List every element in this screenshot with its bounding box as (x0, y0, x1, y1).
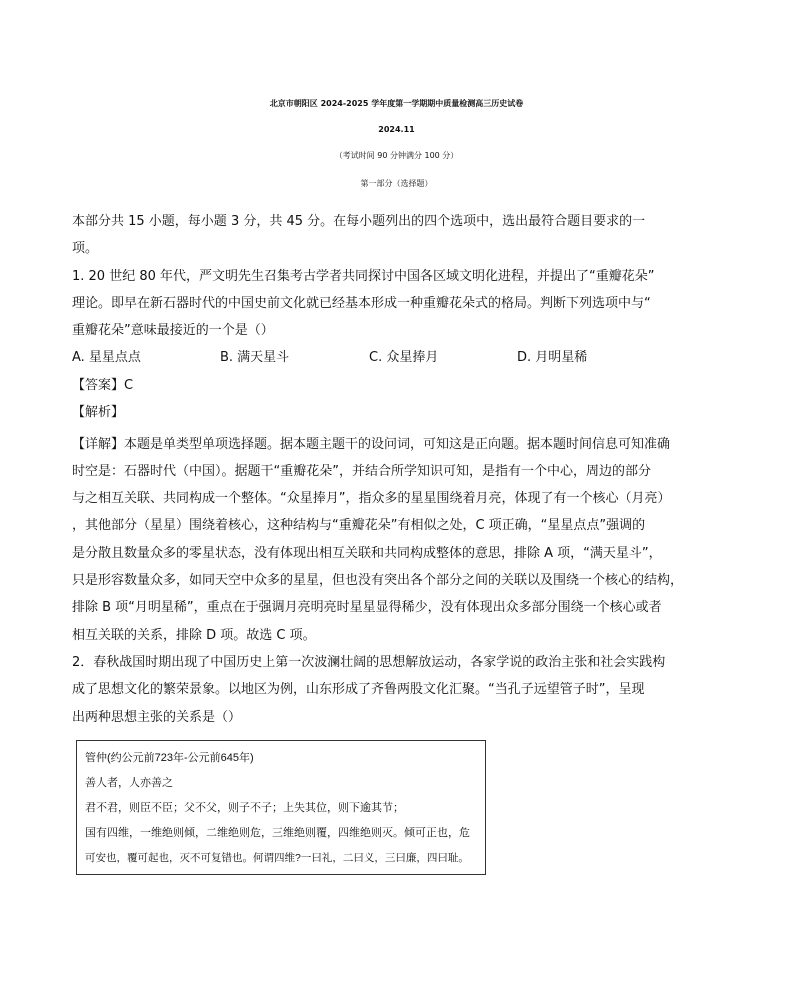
q1-detail-line: 是分散且数量众多的零星状态，没有体现出相互关联和共同构成整体的意思，排除 A 项，“满天星斗”， (72, 546, 662, 561)
q1-detail-line: 与之相互关联、共同构成一个整体。“众星捧月”，指众多的星星围绕着月亮，体现了有一个核心（月亮） (72, 491, 671, 506)
q1-stem-line: 1. 20 世纪 80 年代，严文明先生召集考古学者共同探讨中国各区域文明化进程，并提出了“重瓣花朵” (72, 269, 655, 284)
q1-detail-line: 排除 B 项“月明星稀”，重点在于强调月亮明亮时星星显得稀少，没有体现出众多部分围绕一个核心或者 (72, 600, 662, 615)
q1-detail-line: 相互关联的关系，排除 D 项。故选 C 项。 (72, 628, 316, 643)
q1-option-d: D. 月明星稀 (517, 350, 588, 365)
q1-answer: 【答案】C (72, 378, 134, 393)
exam-time-note: （考试时间 90 分钟满分 100 分） (334, 151, 459, 160)
q2-box-line: 善人者，人亦善之 (85, 777, 173, 789)
q1-detail-line: 只是形容数量众多，如同天空中众多的星星，但也没有突出各个部分之间的关联以及围绕一个核心的结构， (72, 573, 684, 588)
q1-options (72, 349, 772, 367)
q1-stem-line: 重瓣花朵”意味最接近的一个是（） (72, 323, 274, 338)
intro-line: 项。 (72, 241, 99, 256)
q1-option-c: C. 众星捧月 (369, 350, 439, 365)
q2-stem-line: 出两种思想主张的关系是（） (72, 710, 242, 725)
q1-option-b: B. 满天星斗 (220, 350, 290, 365)
q2-stem-line: 2．春秋战国时期出现了中国历史上第一次波澜壮阔的思想解放运动，各家学说的政治主张和社会实践构 (72, 655, 666, 670)
q2-box-line: 管仲(约公元前723年-公元前645年) (85, 752, 254, 764)
q2-box-line: 可安也，覆可起也，灭不可复错也。何谓四维?一曰礼，二曰义，三曰廉，四曰耻。 (85, 852, 469, 864)
q2-stem-line: 成了思想文化的繁荣景象。以地区为例，山东形成了齐鲁两股文化汇聚。“当孔子远望管子时”，呈现 (72, 682, 645, 697)
q1-stem-line: 理论。即早在新石器时代的中国史前文化就已经基本形成一种重瓣花朵式的格局。判断下列选项中与“ (72, 296, 651, 311)
exam-date: 2024.11 (378, 125, 415, 134)
q1-detail-line: 【详解】本题是单类型单项选择题。据本题主题干的设问词，可知这是正向题。据本题时间信息可知准确 (72, 437, 671, 452)
q1-option-a: A. 星星点点 (72, 350, 141, 365)
q2-source-box (76, 740, 486, 875)
q1-detail-line: 时空是：石器时代（中国）。据题干“重瓣花朵”，并结合所学知识可知，是指有一个中心，周边的部分 (72, 464, 651, 479)
q1-detail-line: ，其他部分（星星）围绕着核心，这种结构与“重瓣花朵”有相似之处，C 项正确，“星星点点”强调的 (72, 518, 646, 533)
intro-line: 本部分共 15 小题，每小题 3 分，共 45 分。在每小题列出的四个选项中，选出最符合题目要求的一 (72, 214, 646, 229)
exam-title: 北京市朝阳区 2024-2025 学年度第一学期期中质量检测高三历史试卷 (269, 99, 524, 108)
q1-analysis-label: 【解析】 (72, 405, 125, 420)
q2-box-line: 君不君，则臣不臣；父不父，则子不子；上失其位，则下逾其节； (85, 802, 404, 814)
part-heading: 第一部分（选择题） (360, 179, 433, 188)
q2-box-line: 国有四维，一维绝则倾，二维绝则危，三维绝则覆，四维绝则灭。倾可正也，危 (85, 827, 470, 839)
